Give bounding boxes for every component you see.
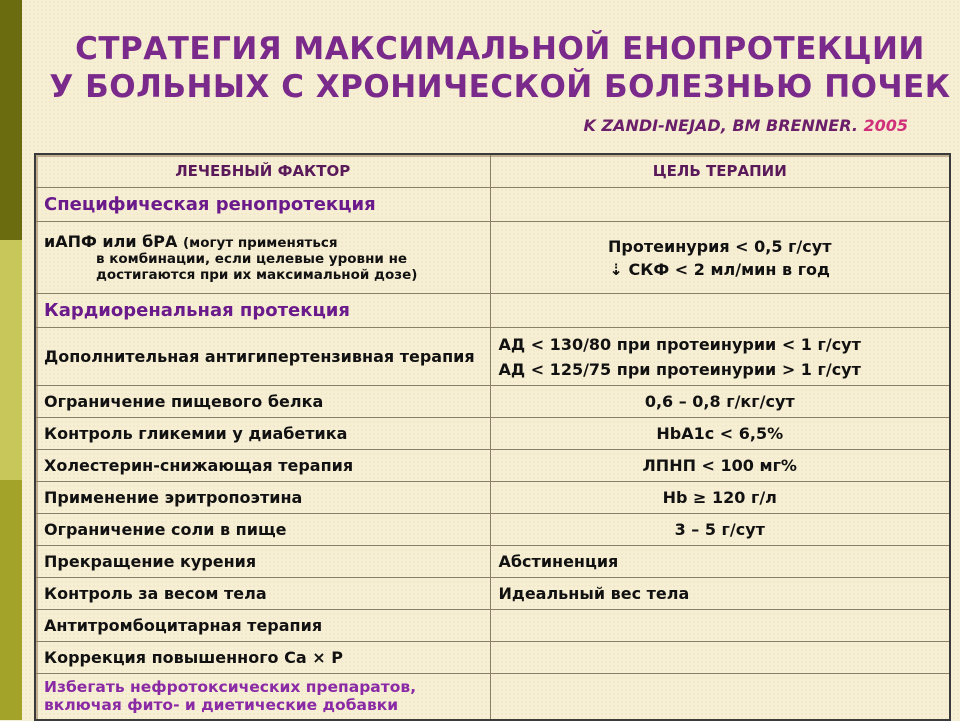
factor-line-1: Избегать нефротоксических препаратов, — [44, 678, 417, 697]
goal-cell — [490, 222, 950, 294]
factor-cell: Дополнительная антигипертензивная терапия — [35, 328, 490, 386]
goal-line-2: ⇣ СКФ < 2 мл/мин в год — [609, 259, 830, 279]
therapy-table — [34, 153, 951, 721]
factor-main: иАПФ или бРА — [44, 232, 178, 251]
goal-line-1: Протеинурия < 0,5 г/сут — [608, 236, 832, 256]
table-row-bp — [35, 328, 950, 386]
header-factor: ЛЕЧЕБНЫЙ ФАКТОР — [35, 154, 490, 188]
decor-stripe-top — [0, 0, 22, 240]
table-row — [35, 482, 950, 514]
goal-cell: Абстиненция — [490, 546, 950, 578]
citation-year: 2005 — [863, 116, 908, 135]
goal-cell: Hb ≥ 120 г/л — [490, 482, 950, 514]
section-row-cardiorenal — [35, 294, 950, 328]
citation — [584, 116, 908, 135]
goal-cell: 0,6 – 0,8 г/кг/сут — [490, 386, 950, 418]
factor-note-3: достигаются при их максимальной дозе) — [96, 267, 418, 283]
factor-cell: Контроль гликемии у диабетика — [35, 418, 490, 450]
empty-cell — [490, 674, 950, 720]
goal-line-1: АД < 130/80 при протеинурии < 1 г/сут — [498, 334, 861, 354]
table-row — [35, 418, 950, 450]
empty-cell — [490, 294, 950, 328]
goal-cell: Идеальный вес тела — [490, 578, 950, 610]
factor-cell: Прекращение курения — [35, 546, 490, 578]
header-goal: ЦЕЛЬ ТЕРАПИИ — [490, 154, 950, 188]
decor-stripe-middle — [0, 240, 22, 480]
goal-cell — [490, 610, 950, 642]
citation-authors: K ZANDI-NEJAD, BM BRENNER. — [583, 116, 858, 135]
factor-cell: Антитромбоцитарная терапия — [35, 610, 490, 642]
factor-cell: Ограничение пищевого белка — [35, 386, 490, 418]
goal-cell — [490, 642, 950, 674]
table-row — [35, 546, 950, 578]
table-row — [35, 450, 950, 482]
title-line-1: СТРАТЕГИЯ МАКСИМАЛЬНОЙ ЕНОПРОТЕКЦИИ — [75, 31, 925, 67]
factor-cell — [35, 222, 490, 294]
table-row — [35, 386, 950, 418]
goal-line-2: АД < 125/75 при протеинурии > 1 г/сут — [498, 359, 861, 379]
goal-cell — [490, 328, 950, 386]
factor-cell: Холестерин-снижающая терапия — [35, 450, 490, 482]
factor-note-1: (могут применяться — [183, 235, 338, 251]
table-row-nephrotoxic — [35, 674, 950, 720]
table-row-iapf — [35, 222, 950, 294]
goal-cell: HbA1c < 6,5% — [490, 418, 950, 450]
section-title-renoprotection: Специфическая ренопротекция — [35, 188, 490, 222]
factor-cell-nephrotoxic — [35, 674, 490, 720]
goal-cell: ЛПНП < 100 мг% — [490, 450, 950, 482]
table-header-row — [35, 154, 950, 188]
factor-cell: Контроль за весом тела — [35, 578, 490, 610]
factor-cell: Применение эритропоэтина — [35, 482, 490, 514]
title-line-2: У БОЛЬНЫХ С ХРОНИЧЕСКОЙ БОЛЕЗНЬЮ ПОЧЕК — [49, 69, 951, 105]
goal-cell: 3 – 5 г/сут — [490, 514, 950, 546]
factor-cell: Коррекция повышенного Ca × P — [35, 642, 490, 674]
table-row — [35, 578, 950, 610]
empty-cell — [490, 188, 950, 222]
factor-note-2: в комбинации, если целевые уровни не — [96, 251, 408, 267]
table-row — [35, 514, 950, 546]
table-row — [35, 642, 950, 674]
factor-cell: Ограничение соли в пище — [35, 514, 490, 546]
section-row-renoprotection — [35, 188, 950, 222]
factor-line-2: включая фито- и диетические добавки — [44, 696, 399, 715]
section-title-cardiorenal: Кардиоренальная протекция — [35, 294, 490, 328]
decor-stripe-bottom — [0, 480, 22, 720]
table-row — [35, 610, 950, 642]
slide-title — [40, 30, 960, 106]
